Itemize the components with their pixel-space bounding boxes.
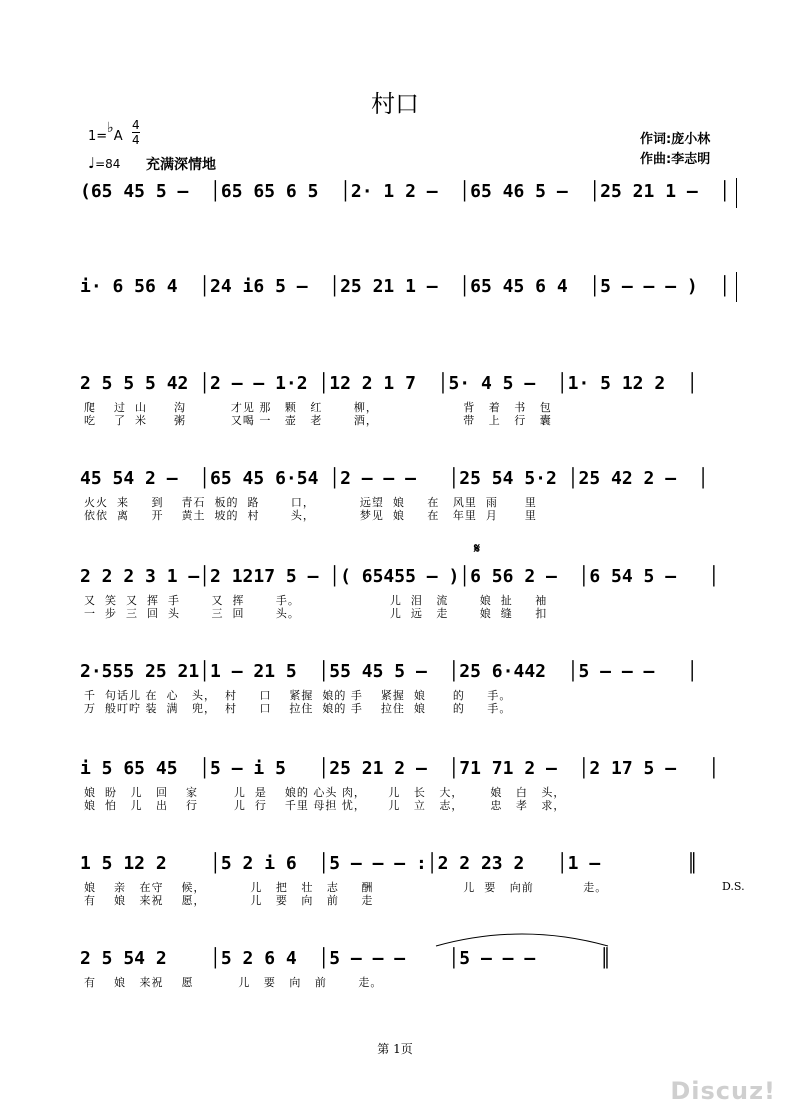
lyricist-credit: 作词:庞小林 <box>640 132 711 147</box>
page-number: 第 1页 <box>377 1042 413 1056</box>
row-2-end-barline <box>736 272 737 302</box>
key-signature <box>88 120 123 144</box>
score-row-1-notes: (65 45 5 – │65 65 6 5 │2· 1 2 – │65 46 5 – │25 21 1 – │ <box>80 181 731 202</box>
score-row-8-lyrics-verse-2: 有 娘 来祝 愿， 儿 要 向 前 走 <box>84 894 374 907</box>
score-row-3-notes: 2 5 5 5 42 │2 – – 1·2 │12 2 1 7 │5· 4 5 – │1· 5 12 2 │ <box>80 373 698 394</box>
key-note: A <box>113 129 123 144</box>
time-denominator: 4 <box>132 133 140 147</box>
score-row-5-lyrics-verse-1: 又 笑 又 挥 手 又 挥 手。 儿 泪 流 娘 扯 袖 <box>84 594 548 607</box>
watermark-logo: Discuz! <box>670 1077 776 1105</box>
expression-marking: 充满深情地 <box>146 157 216 173</box>
score-row-4-notes: 45 54 2 – │65 45 6·54 │2 – – – │25 54 5·2 │25 42 2 – │ <box>80 468 709 489</box>
flat-sign: ♭ <box>107 120 114 136</box>
score-row-6-lyrics-verse-2: 万 般叮咛 装 满 兜， 村 口 拉住 娘的 手 拉住 娘 的 手。 <box>84 702 512 715</box>
score-row-3-lyrics-verse-2: 吃 了 米 粥 又喝 一 壶 老 酒， 带 上 行 囊 <box>84 414 552 427</box>
composer-credit: 作曲:李志明 <box>640 152 711 167</box>
score-row-5-lyrics-verse-2: 一 步 三 回 头 三 回 头。 儿 远 走 娘 缝 扣 <box>84 607 548 620</box>
score-row-9-lyrics-verse-1: 有 娘 来祝 愿 儿 要 向 前 走。 <box>84 976 383 989</box>
dal-segno-marking: D.S. <box>722 880 745 893</box>
score-row-6-lyrics-verse-1: 千 句话儿 在 心 头， 村 口 紧握 娘的 手 紧握 娘 的 手。 <box>84 689 512 702</box>
tempo-value: =84 <box>95 157 121 171</box>
score-row-9-notes: 2 5 54 2 │5 2 6 4 │5 – – – │5 – – – ║ <box>80 948 612 969</box>
tempo-marking <box>88 154 120 172</box>
score-row-4-lyrics-verse-2: 依依 离 开 黄土 坡的 村 头， 梦见 娘 在 年里 月 里 <box>84 509 537 522</box>
score-row-4-lyrics-verse-1: 火火 来 到 青石 板的 路 口， 远望 娘 在 风里 雨 里 <box>84 496 537 509</box>
score-row-5-notes: 2 2 2 3 1 –│2 1217 5 – │( 65455 – )│6 56 2 – │6 54 5 – │ <box>80 566 720 587</box>
song-title: 村口 <box>371 90 419 118</box>
time-signature <box>132 118 140 147</box>
score-row-3-lyrics-verse-1: 爬 过 山 沟 才见 那 颗 红 柳， 背 着 书 包 <box>84 401 552 414</box>
score-row-8-notes: 1 5 12 2 │5 2 i 6 │5 – – – :│2 2 23 2 │1 – ║ <box>80 853 698 874</box>
score-row-8-lyrics-verse-1: 娘 亲 在守 候， 儿 把 壮 志 酬 儿 要 向前 走。 <box>84 881 608 894</box>
score-row-7-lyrics-verse-1: 娘 盼 儿 回 家 儿 是 娘的 心头 肉， 儿 长 大， 娘 白 头， <box>84 786 566 799</box>
segno-sign: 𝄋 <box>474 541 481 557</box>
quarter-note-icon: ♩ <box>88 154 96 172</box>
score-row-7-lyrics-verse-2: 娘 怕 儿 出 行 儿 行 千里 母担 忧， 儿 立 志， 忠 孝 求， <box>84 799 566 812</box>
final-tie-arc <box>432 928 612 948</box>
score-row-6-notes: 2·555 25 21│1 – 21 5 │55 45 5 – │25 6·442 │5 – – – │ <box>80 661 698 682</box>
score-row-2-notes: i· 6 56 4 │24 i6 5 – │25 21 1 – │65 45 6 4 │5 – – – ) │ <box>80 276 731 297</box>
row-1-start-barline <box>736 178 737 208</box>
key-prefix: 1= <box>88 129 108 144</box>
score-row-7-notes: i 5 65 45 │5 – i 5 │25 21 2 – │71 71 2 – │2 17 5 – │ <box>80 758 720 779</box>
time-numerator: 4 <box>132 118 140 132</box>
